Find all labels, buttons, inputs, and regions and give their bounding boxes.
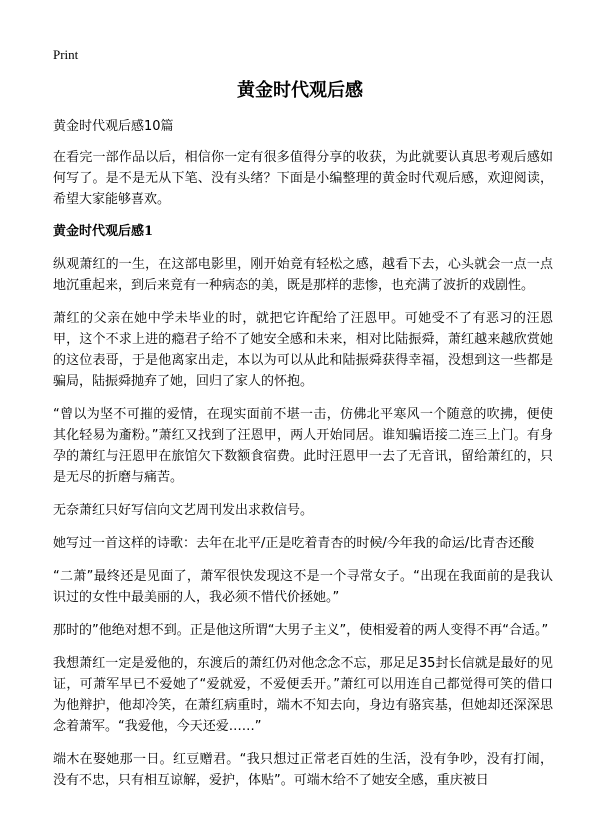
body-paragraph: “二萧”最终还是见面了，萧军很快发现这不是一个寻常女子。“出现在我面前的是我认识过的女性中最美丽的人，我必须不惜代价拯她。” bbox=[53, 569, 553, 605]
body-paragraph: 我想萧红一定是爱他的，东渡后的萧红仍对他念念不忘，那足足35封长信就是最好的见证，可萧军早已不爱她了“爱就爱，不爱便丢开。”萧红可以用连自己都觉得可笑的借口为他辩护，他却冷笑，在萧红病重时，端木不知去向，身边有骆宾基，但她却还深深思念着萧军。“我爱他，今天还爱……” bbox=[53, 656, 553, 734]
section-heading-1: 黄金时代观后感1 bbox=[53, 224, 154, 239]
document-title: 黄金时代观后感 bbox=[237, 80, 363, 101]
intro-paragraph: 在看完一部作品以后，相信你一定有很多值得分享的收获，为此就要认真思考观后感如何写了。是不是无从下笔、没有头绪？下面是小编整理的黄金时代观后感，欢迎阅读，希望大家能够喜欢。 bbox=[53, 150, 553, 207]
body-paragraph: “曾以为坚不可摧的爱情，在现实面前不堪一击，仿佛北平寒风一个随意的吹拂，便使其化轻易为齑粉。”萧红又找到了汪恩甲，两人开始同居。谁知骗语接二连三上门。有身孕的萧红与汪恩甲在旅馆欠下数额食宿费。此时汪恩甲一去了无音讯，留给萧红的，只是无尽的折磨与痛苦。 bbox=[53, 407, 553, 485]
body-paragraph: 她写过一首这样的诗歌：去年在北平/正是吃着青杏的时候/今年我的命运/比青杏还酸 bbox=[53, 536, 535, 551]
body-paragraph: 那时的”他绝对想不到。正是他这所谓“大男子主义”，使相爱着的两人变得不再“合适。” bbox=[53, 623, 549, 638]
body-paragraph: 纵观萧红的一生，在这部电影里，刚开始竟有轻松之感，越看下去，心头就会一点一点地沉重起来，到后来竟有一种病态的美，既是那样的悲惨，也充满了波折的戏剧性。 bbox=[53, 257, 553, 293]
print-link[interactable]: Print bbox=[53, 47, 79, 62]
body-paragraph: 端木在娶她那一日。红豆赠君。“我只想过正常老百姓的生活，没有争吵，没有打闹，没有不忠，只有相互谅解，爱护，体贴”。可端木给不了她安全感，重庆被日 bbox=[53, 752, 553, 788]
body-paragraph: 萧红的父亲在她中学未毕业的时，就把它许配给了汪恩甲。可她受不了有恶习的汪恩甲，这个不求上进的瘾君子给不了她安全感和未来，相对比陆振舜，萧红越来越欣赏她的这位表哥，于是他离家出走，本以为可以从此和陆振舜获得幸福，没想到这一些都是骗局，陆振舜抛弃了她，回归了家人的怀抱。 bbox=[53, 311, 553, 389]
document-subtitle: 黄金时代观后感10篇 bbox=[53, 119, 174, 134]
document-body bbox=[53, 117, 553, 803]
body-paragraph: 无奈萧红只好写信向文艺周刊发出求救信号。 bbox=[53, 503, 314, 518]
